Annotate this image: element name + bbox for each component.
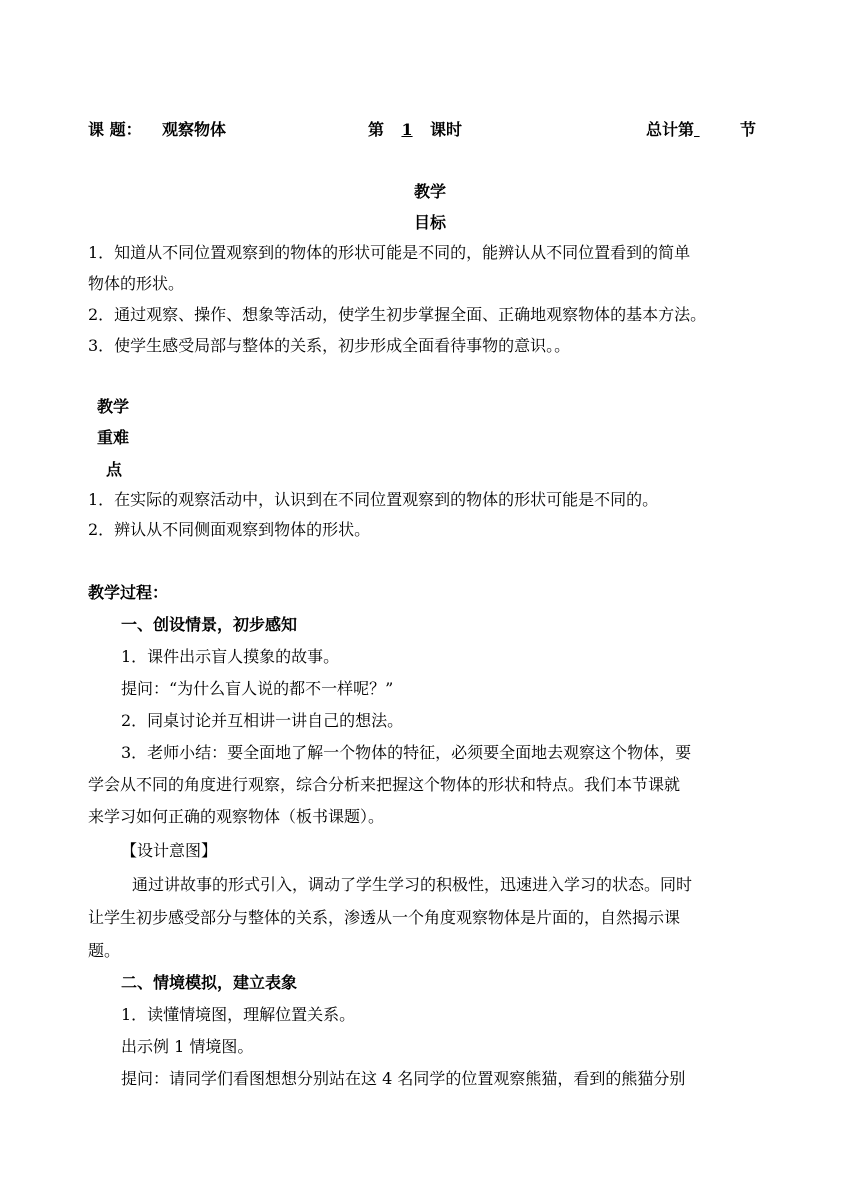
section1-line: 提问：“为什么盲人说的都不一样呢？” — [121, 679, 394, 698]
design-intent-line: 题。 — [88, 941, 121, 960]
keypoints-heading-2: 重难 — [97, 428, 130, 447]
lesson-count — [368, 119, 462, 141]
lesson-number: 1 — [401, 120, 413, 139]
section1-title: 一、创设情景，初步感知 — [121, 615, 298, 634]
section2-title: 二、情境模拟，建立表象 — [121, 973, 298, 992]
objectives-heading-2: 目标 — [413, 213, 446, 232]
objective-item: 3．使学生感受局部与整体的关系，初步形成全面看待事物的意识。。 — [88, 336, 571, 355]
design-intent-line: 通过讲故事的形式引入，调动了学生学习的积极性，迅速进入学习的状态。同时 — [132, 875, 693, 894]
objectives-heading-1: 教学 — [413, 182, 446, 201]
total-blank — [694, 119, 740, 141]
section1-line: 2．同桌讨论并互相讲一讲自己的想法。 — [121, 711, 404, 730]
section1-line: 来学习如何正确的观察物体（板书课题）。 — [88, 807, 385, 826]
section1-line: 3．老师小结：要全面地了解一个物体的特征，必须要全面地去观察这个物体，要 — [121, 743, 692, 762]
objective-item: 1．知道从不同位置观察到的物体的形状可能是不同的，能辨认从不同位置看到的简单 — [88, 243, 691, 262]
lesson-prefix: 第 — [368, 120, 385, 139]
section2-line: 提问：请同学们看图想想分别站在这 4 名同学的位置观察熊猫，看到的熊猫分别 — [121, 1069, 686, 1088]
keypoints-heading-1: 教学 — [97, 397, 130, 416]
total-count — [646, 119, 756, 141]
lesson-suffix: 课时 — [430, 120, 463, 139]
section2-line: 1．读懂情境图，理解位置关系。 — [121, 1005, 356, 1024]
objective-item: 物体的形状。 — [88, 274, 185, 293]
keypoint-item: 1．在实际的观察活动中，认识到在不同位置观察到的物体的形状可能是不同的。 — [88, 490, 659, 509]
design-intent-label: 【设计意图】 — [121, 841, 218, 860]
section1-line: 学会从不同的角度进行观察，综合分析来把握这个物体的形状和特点。我们本节课就 — [88, 775, 681, 794]
total-suffix: 节 — [740, 120, 757, 139]
design-intent-line: 让学生初步感受部分与整体的关系，渗透从一个角度观察物体是片面的，自然揭示课 — [88, 908, 681, 927]
keypoints-heading-3: 点 — [106, 460, 123, 479]
total-prefix: 总计第 — [646, 120, 695, 139]
section2-line: 出示例 1 情境图。 — [121, 1037, 254, 1056]
topic-value: 观察物体 — [162, 120, 227, 139]
section1-line: 1．课件出示盲人摸象的故事。 — [121, 647, 340, 666]
objective-item: 2．通过观察、操作、想象等活动，使学生初步掌握全面、正确地观察物体的基本方法。 — [88, 305, 707, 324]
keypoint-item: 2．辨认从不同侧面观察到物体的形状。 — [88, 520, 371, 539]
topic-label: 课 题： — [88, 120, 142, 139]
process-heading: 教学过程： — [88, 583, 169, 602]
